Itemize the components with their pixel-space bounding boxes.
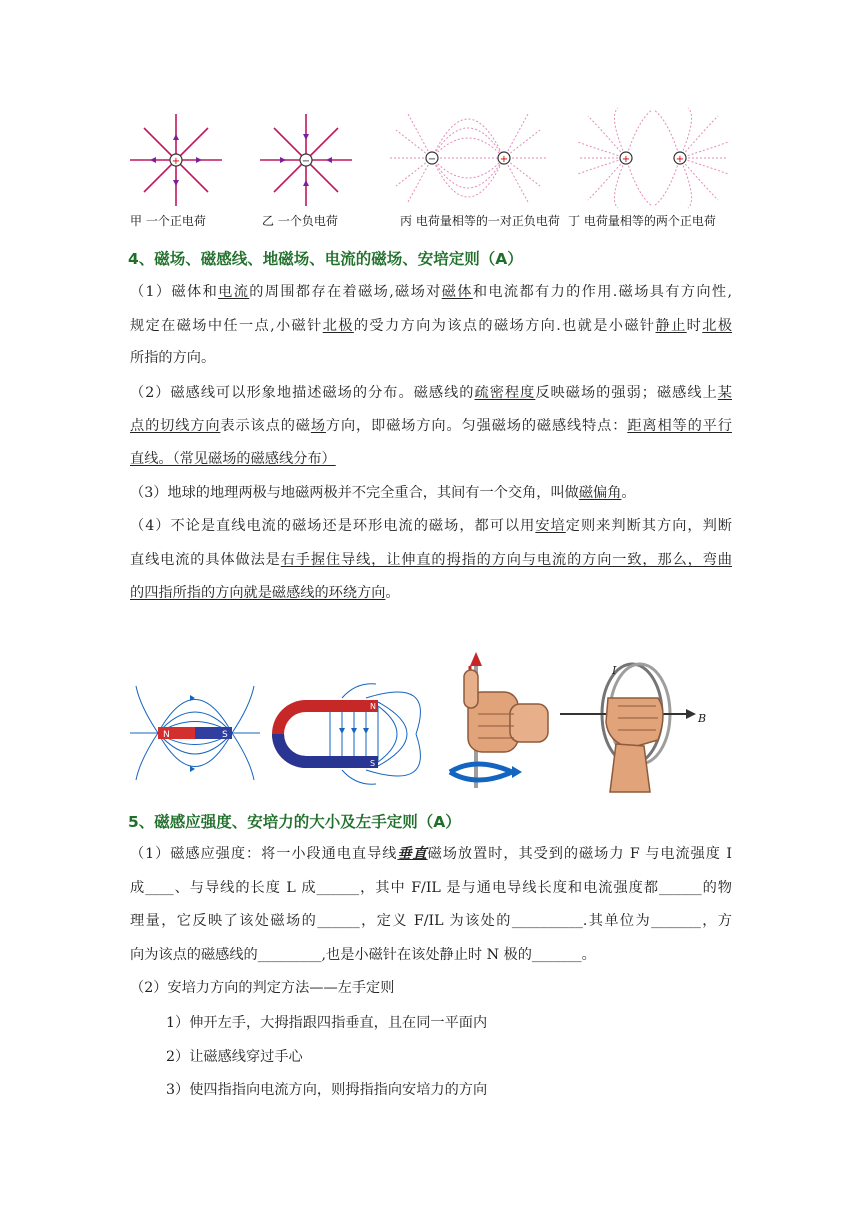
- right-hand-rule-ring-figure: [560, 652, 720, 794]
- negative-sign: −: [301, 156, 311, 167]
- section-5-title: 5、磁感应强度、安培力的大小及左手定则（A）: [128, 813, 461, 831]
- s5-p1-line2: 成____、与导线的长度 L 成______，其中 F/IL 是与通电导线长度和电流强度都______的物: [130, 880, 732, 896]
- s4-p4-line1: （4）不论是直线电流的磁场还是环形电流的磁场，都可以用安培定则来判断其方向，判断: [130, 518, 732, 534]
- s5-step-3: 3）使四指指向电流方向，则拇指指向安培力的方向: [166, 1082, 488, 1098]
- current-i-label: I: [612, 664, 617, 677]
- caption-single-negative: 乙 一个负电荷: [262, 214, 338, 228]
- bar-magnet-n-label: N: [163, 730, 170, 740]
- caption-two-positive: 丁 电荷量相等的两个正电荷: [568, 214, 716, 228]
- u-magnet-s-label: S: [370, 759, 376, 768]
- s4-p2-line2: 点的切线方向表示该点的磁场方向，即磁场方向。匀强磁场的磁感线特点：距离相等的平行: [130, 418, 732, 434]
- field-figure-single-positive: [128, 112, 224, 208]
- u-magnet-field-figure: [266, 676, 426, 791]
- positive-sign: +: [171, 156, 181, 167]
- s4-p1-line3: 所指的方向。: [130, 350, 216, 366]
- right-hand-rule-wire-figure: [436, 652, 552, 792]
- s5-p1-line3: 理量，它反映了该处磁场的______，定义 F/IL 为该处的__________.其单位为_______，方: [130, 913, 732, 929]
- s4-p3: （3）地球的地理两极与地磁两极并不完全重合，其间有一个交角，叫做磁偏角。: [130, 485, 636, 501]
- positive-sign: +: [499, 154, 509, 165]
- field-figure-single-negative: [258, 112, 354, 208]
- bar-magnet-field-figure: [130, 676, 260, 791]
- field-figure-two-positive: [578, 106, 728, 210]
- s5-step-2: 2）让磁感线穿过手心: [166, 1049, 303, 1065]
- positive-sign: +: [675, 154, 685, 165]
- caption-dipole: 丙 电荷量相等的一对正负电荷: [400, 214, 560, 228]
- s4-p1-line1: （1）磁体和电流的周围都存在着磁场,磁场对磁体和电流都有力的作用.磁场具有方向性,: [130, 284, 732, 300]
- s4-p4-line3: 的四指所指的方向就是磁感线的环绕方向。: [130, 585, 400, 601]
- negative-sign: −: [427, 154, 437, 165]
- s4-p4-line2: 直线电流的具体做法是右手握住导线，让伸直的拇指的方向与电流的方向一致，那么，弯曲: [130, 552, 732, 568]
- field-figure-dipole: [388, 108, 548, 208]
- s5-p1-line1: （1）磁感应强度：将一小段通电直导线垂直磁场放置时，其受到的磁场力 F 与电流强度 I: [130, 846, 732, 862]
- section-4-title: 4、磁场、磁感线、地磁场、电流的磁场、安培定则（A）: [128, 250, 523, 268]
- caption-single-positive: 甲 一个正电荷: [130, 214, 206, 228]
- u-magnet-n-label: N: [370, 702, 376, 711]
- s5-step-1: 1）伸开左手，大拇指跟四指垂直，且在同一平面内: [166, 1015, 488, 1031]
- field-b-label: B: [698, 712, 707, 725]
- s5-p1-line4: 向为该点的磁感线的_________,也是小磁针在该处静止时 N 极的_______。: [130, 947, 596, 963]
- s5-p2: （2）安培力方向的判定方法——左手定则: [130, 980, 395, 996]
- s4-p2-line3: 直线。（常见磁场的磁感线分布）: [130, 451, 336, 467]
- s4-p2-line1: （2）磁感线可以形象地描述磁场的分布。磁感线的疏密程度反映磁场的强弱；磁感线上某: [130, 385, 732, 401]
- positive-sign: +: [621, 154, 631, 165]
- bar-magnet-s-label: S: [222, 730, 228, 740]
- s4-p1-line2: 规定在磁场中任一点,小磁针北极的受力方向为该点的磁场方向.也就是小磁针静止时北极: [130, 318, 732, 334]
